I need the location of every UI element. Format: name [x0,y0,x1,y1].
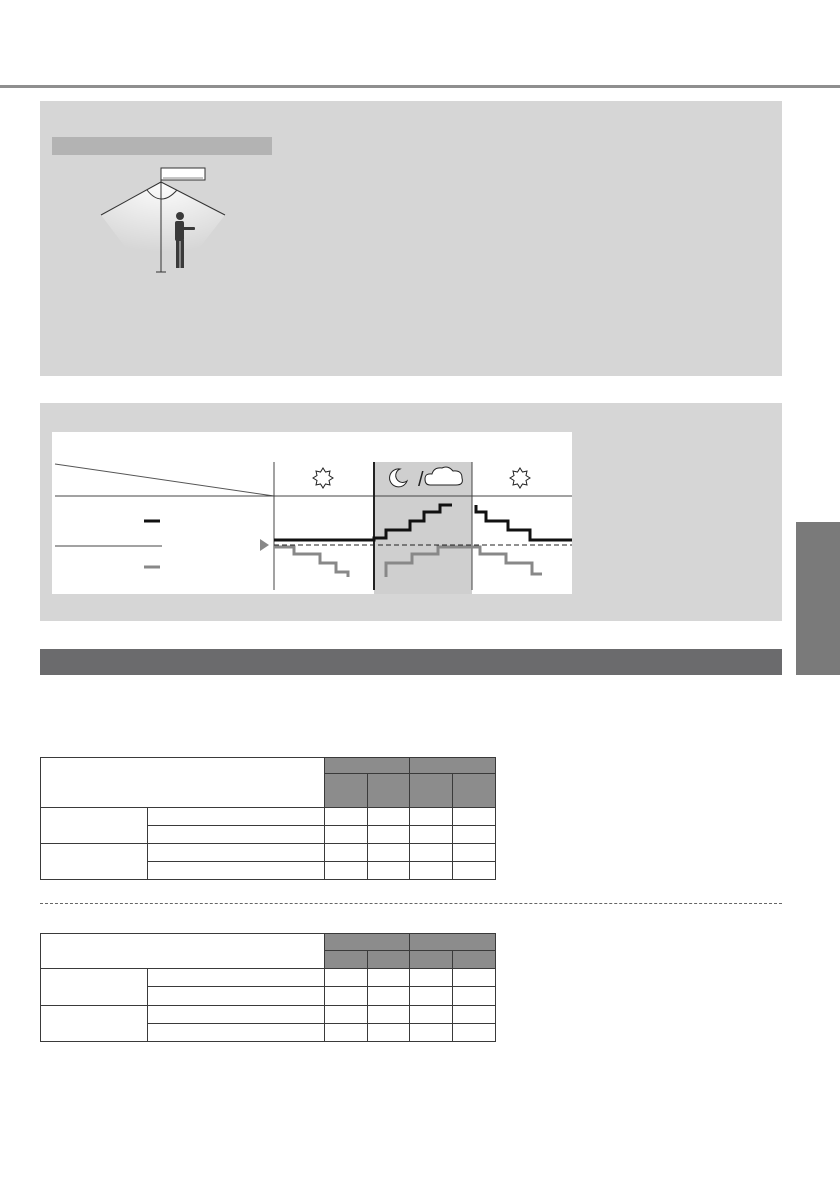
table-group-header [410,934,496,951]
header-diagonal [55,464,274,496]
table-cell [325,826,368,844]
chapter-side-tab [796,522,840,675]
table-cell [325,969,368,987]
table-cell [410,808,453,826]
table-cell [368,1005,410,1023]
table-row-label [147,862,325,880]
table-cell [368,808,410,826]
table-cell [410,987,453,1005]
table-cell [453,969,496,987]
table-row-group-label [41,1005,148,1041]
table-cell [325,844,368,862]
table-row-label [147,808,325,826]
table-cell [453,826,496,844]
sun-icon [313,468,333,488]
table-cell [325,1023,368,1041]
table-cell [410,969,453,987]
table-cell [453,844,496,862]
table-corner-cell [41,934,325,969]
table-column-header [368,774,410,808]
table-row-group-label [41,808,148,844]
table-cell [368,844,410,862]
table-group-header [410,758,496,774]
table-cell [453,1023,496,1041]
upper-series-line-return [476,505,572,540]
table-column-header [453,951,496,969]
table-cell [325,808,368,826]
header-rule [0,85,840,88]
table-cell [453,1005,496,1023]
table-cell [368,969,410,987]
table-cell [453,808,496,826]
table-cell [410,1023,453,1041]
table-cell [325,987,368,1005]
table-column-header [410,774,453,808]
table-cell [325,1005,368,1023]
lower-series-line [274,547,348,577]
spec-table-2 [40,933,496,1042]
table-cell [410,826,453,844]
table-column-header [325,774,368,808]
table-column-header [410,951,453,969]
table-cell [368,1023,410,1041]
table-row-label [147,1023,325,1041]
table-row-label [147,987,325,1005]
table-column-header [453,774,496,808]
dashed-separator [40,903,782,904]
table-row-label [147,969,325,987]
spec-table-1 [40,757,496,880]
sensor-detection-illustration [95,160,235,280]
icon-separator: / [418,469,424,491]
table-cell [368,826,410,844]
table-cell [410,1005,453,1023]
table-row-label [147,1005,325,1023]
table-row-group-label [41,844,148,880]
table-column-header [325,951,368,969]
setpoint-marker [260,539,269,551]
table-cell [453,987,496,1005]
panel-label-bar [52,137,272,155]
table-corner-cell [41,758,325,808]
table-row-label [147,826,325,844]
table-column-header [368,951,410,969]
table-cell [368,862,410,880]
detection-area [101,182,225,260]
sun-icon [510,468,530,488]
table-cell [325,862,368,880]
table-row-group-label [41,969,148,1005]
table-cell [410,844,453,862]
table-cell [453,862,496,880]
section-heading-bar [40,649,782,675]
table-cell [410,862,453,880]
table-group-header [325,758,410,774]
table-cell [368,987,410,1005]
table-row-label [147,844,325,862]
temperature-schedule-chart [52,432,572,594]
table-group-header [325,934,410,951]
